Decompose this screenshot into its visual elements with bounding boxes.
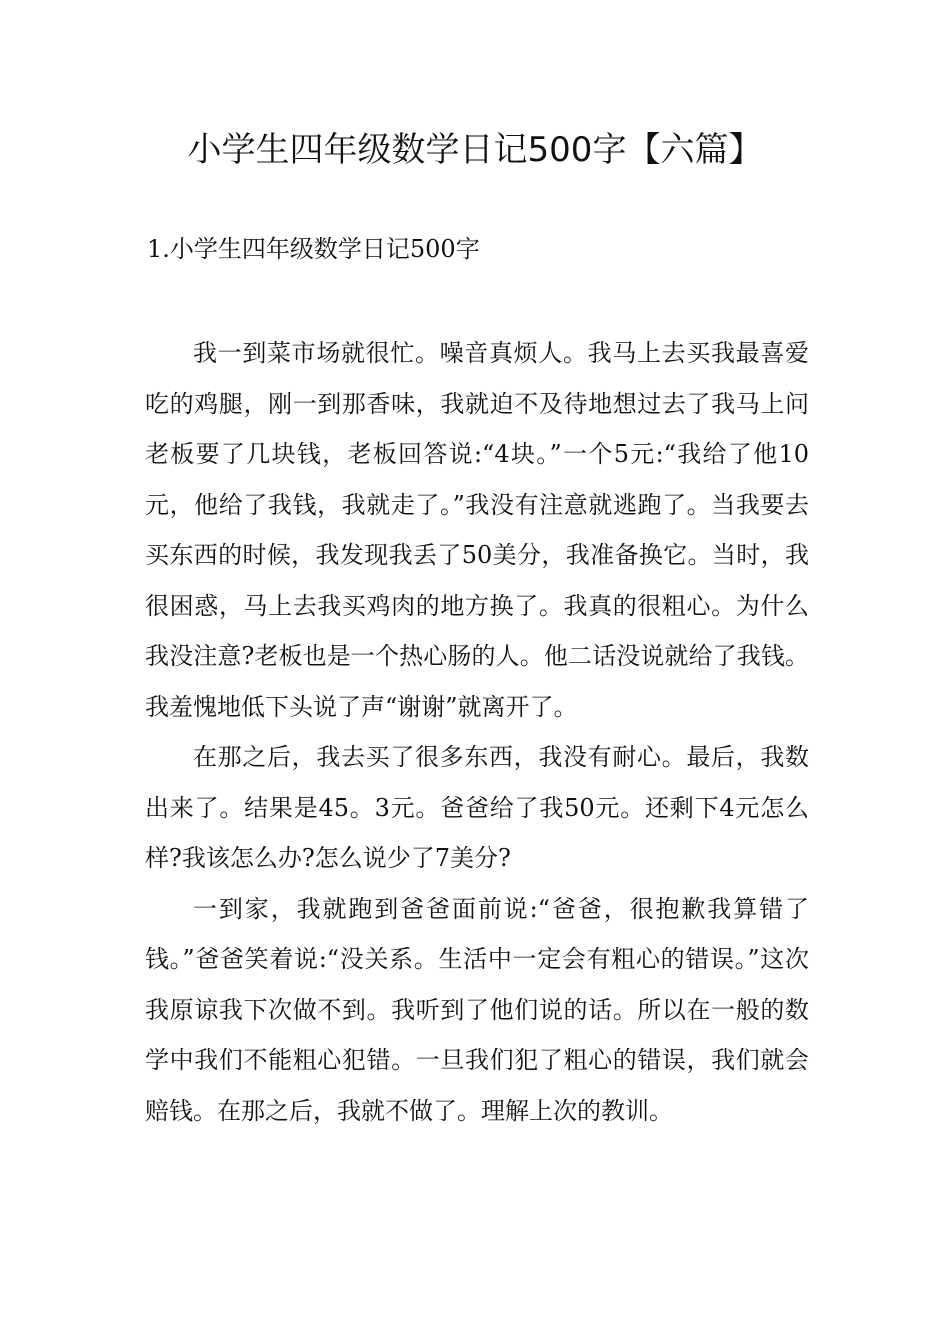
paragraph: 在那之后，我去买了很多东西，我没有耐心。最后，我数出来了。结果是45。3元。爸爸给了我50元。还剩下4元怎么样?我该怎么办?怎么说少了7美分? [145,743,809,872]
paragraph: 一到家，我就跑到爸爸面前说:“爸爸，很抱歉我算错了钱。”爸爸笑着说:“没关系。生活中一定会有粗心的错误。”这次我原谅我下次做不到。我听到了他们说的话。所以在一般的数学中我们不能粗心犯错。一旦我们犯了粗心的错误，我们就会赔钱。在那之后，我就不做了。理解上次的教训。 [145,894,809,1125]
article-body [145,328,809,1136]
document-title: 小学生四年级数学日记500字【六篇】 [187,130,763,170]
section-heading: 1.小学生四年级数学日记500字 [147,235,480,263]
paragraph: 我一到菜市场就很忙。噪音真烦人。我马上去买我最喜爱吃的鸡腿，刚一到那香味，我就迫不及待地想过去了我马上问老板要了几块钱，老板回答说:“4块。”一个5元:“我给了他10元，他给了我钱，我就走了。”我没有注意就逃跑了。当我要去买东西的时候，我发现我丢了50美分，我准备换它。当时，我很困惑，马上去我买鸡肉的地方换了。我真的很粗心。为什么我没注意?老板也是一个热心肠的人。他二话没说就给了我钱。我羞愧地低下头说了声“谢谢”就离开了。 [145,339,809,721]
